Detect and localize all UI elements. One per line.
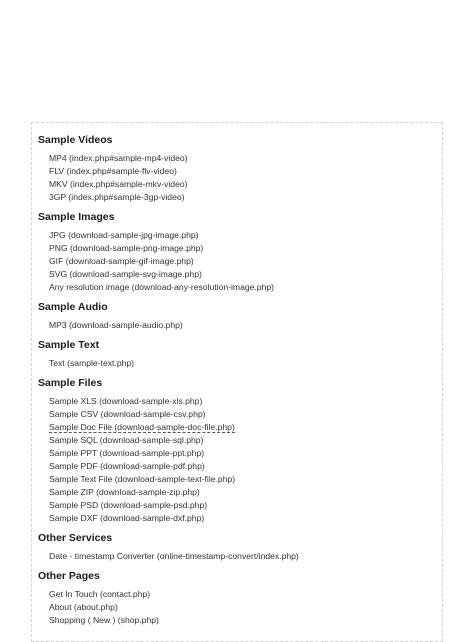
sample-text-list: [32, 352, 442, 375]
link-sample-dxf[interactable]: Sample DXF (download-sample-dxf.php): [49, 513, 205, 523]
link-mp4-video[interactable]: MP4 (index.php#sample-mp4-video): [49, 153, 188, 163]
link-sample-text-file[interactable]: Sample Text File (download-sample-text-file.php): [49, 474, 236, 484]
section-heading-sample-audio: Sample Audio: [38, 301, 108, 313]
other-pages-list: [32, 583, 442, 632]
link-sample-xls[interactable]: Sample XLS (download-sample-xls.php): [49, 396, 203, 406]
link-any-resolution-image[interactable]: Any resolution image (download-any-resolution-image.php): [49, 282, 274, 292]
link-sample-text[interactable]: Text (sample-text.php): [49, 358, 135, 368]
section-heading-sample-text: Sample Text: [38, 339, 100, 351]
section-heading-other-services: Other Services: [38, 532, 113, 544]
sample-audio-list: [32, 314, 442, 337]
section-sample-text: [32, 338, 442, 375]
link-mkv-video[interactable]: MKV (index.php#sample-mkv-video): [49, 179, 188, 189]
link-sample-ppt[interactable]: Sample PPT (download-sample-ppt.php): [49, 448, 205, 458]
link-mp3-audio[interactable]: MP3 (download-sample-audio.php): [49, 320, 183, 330]
link-png-image[interactable]: PNG (download-sample-png-image.php): [49, 243, 204, 253]
link-sample-psd[interactable]: Sample PSD (download-sample-psd.php): [49, 500, 208, 510]
section-sample-files: [32, 376, 442, 530]
section-heading-sample-files: Sample Files: [38, 377, 103, 389]
link-sample-sql[interactable]: Sample SQL (download-sample-sql.php): [49, 435, 204, 445]
section-other-services: [32, 531, 442, 568]
site-links-panel: [31, 122, 443, 642]
link-sample-csv[interactable]: Sample CSV (download-sample-csv.php): [49, 409, 206, 419]
section-heading-sample-videos: Sample Videos: [38, 134, 113, 146]
sample-images-list: [32, 224, 442, 299]
link-shopping[interactable]: Shopping ( New ) (shop.php): [49, 615, 159, 625]
link-gif-image[interactable]: GIF (download-sample-gif-image.php): [49, 256, 194, 266]
section-other-pages: [32, 569, 442, 632]
section-heading-sample-images: Sample Images: [38, 211, 115, 223]
section-sample-images: [32, 210, 442, 299]
sample-files-list: [32, 390, 442, 530]
link-sample-zip[interactable]: Sample ZIP (download-sample-zip.php): [49, 487, 200, 497]
link-get-in-touch[interactable]: Get In Touch (contact.php): [49, 589, 151, 599]
sample-videos-list: [32, 147, 442, 209]
section-sample-videos: [32, 133, 442, 209]
link-about[interactable]: About (about.php): [49, 602, 118, 612]
link-jpg-image[interactable]: JPG (download-sample-jpg-image.php): [49, 230, 199, 240]
link-3gp-video[interactable]: 3GP (index.php#sample-3gp-video): [49, 192, 185, 202]
link-timestamp-converter[interactable]: Date - timestamp Converter (online-timestamp-convert/index.php): [49, 551, 299, 561]
link-sample-doc-file[interactable]: Sample Doc File (download-sample-doc-file.php): [49, 422, 235, 432]
other-services-list: [32, 545, 442, 568]
link-flv-video[interactable]: FLV (index.php#sample-flv-video): [49, 166, 177, 176]
section-sample-audio: [32, 300, 442, 337]
link-svg-image[interactable]: SVG (download-sample-svg-image.php): [49, 269, 202, 279]
link-sample-pdf[interactable]: Sample PDF (download-sample-pdf.php): [49, 461, 205, 471]
section-heading-other-pages: Other Pages: [38, 570, 100, 582]
